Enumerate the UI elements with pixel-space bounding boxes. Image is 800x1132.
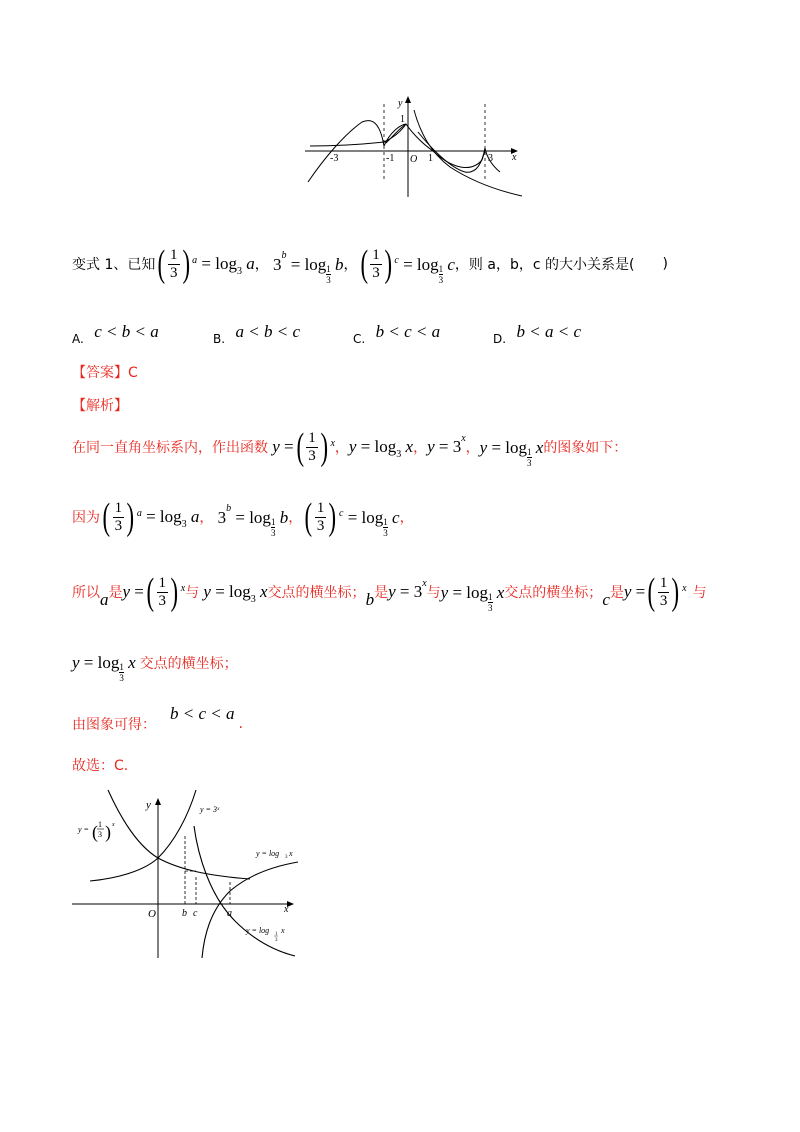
svg-text:x: x xyxy=(289,849,293,858)
fn-3x: $y = 3^x$ xyxy=(427,433,466,456)
option-d[interactable] xyxy=(493,322,582,346)
fn-log3: y = log3 x xyxy=(348,437,414,460)
svg-text:): ) xyxy=(105,822,111,842)
answer-line xyxy=(72,362,138,382)
option-a-label: A. xyxy=(72,332,84,346)
paren-r-2: ) xyxy=(126,496,135,538)
sep-2: ， xyxy=(343,257,358,273)
exp-c-2: c xyxy=(339,507,344,519)
comma-3: ， xyxy=(465,440,480,456)
eq-2: $3^b = \log$ $\frac{1}{3}$ b xyxy=(268,249,344,285)
line3-b: b xyxy=(365,590,375,609)
x-axis-label: x xyxy=(512,152,517,163)
exponent-a: a xyxy=(192,254,198,266)
question-line xyxy=(72,245,668,283)
fraction-den: 3 xyxy=(170,264,178,281)
paren-l-4: ( xyxy=(146,571,155,613)
paren-r-3: ) xyxy=(328,496,337,538)
eq-1: = log3 a xyxy=(197,254,255,277)
origin-label-2: O xyxy=(148,908,156,920)
analysis-line-2 xyxy=(72,498,414,536)
paren-l-2: ( xyxy=(102,496,111,538)
line1-prefix: 在同一直角坐标系内，作出函数 xyxy=(72,440,268,456)
svg-text:1: 1 xyxy=(98,820,102,829)
right-paren-icon: ) xyxy=(182,243,190,285)
frac-third-4: $\frac{1}{3}$ xyxy=(158,574,167,609)
question-suffix: ，则 a，b，c 的大小关系是( xyxy=(454,257,635,273)
comma-2: ， xyxy=(413,440,428,456)
l3-log13: y = log $\frac{1}{3}$ x xyxy=(440,582,505,613)
frac-third-2: $\frac{1}{3}$ xyxy=(114,499,123,534)
fraction-one-third-2: $\frac{1}{3}$ xyxy=(372,246,380,281)
line5-dot: . xyxy=(238,716,243,732)
analysis-label: 【解析】 xyxy=(72,398,128,414)
line2-prefix: 因为 xyxy=(72,510,100,526)
tick-x-1: 1 xyxy=(428,153,433,164)
frac-third-5: $\frac{1}{3}$ xyxy=(659,574,668,609)
line1-suffix: 的图象如下： xyxy=(543,440,628,456)
analysis-line-1 xyxy=(72,428,627,466)
curve-log13 xyxy=(194,826,295,956)
line3-c: c xyxy=(602,590,610,609)
l4-log13: y = log $\frac{1}{3}$ x xyxy=(72,653,136,683)
l3-3x: $y = 3^x$ xyxy=(388,578,427,601)
line3-with-2: 与 xyxy=(426,585,441,601)
option-d-expr: b < a < c xyxy=(516,322,582,341)
label-log3 xyxy=(255,849,293,860)
svg-text:3: 3 xyxy=(285,855,288,860)
b-label: b xyxy=(182,908,187,919)
line3-prefix: 所以 xyxy=(72,585,100,601)
question-prefix: 变式 1、已知 xyxy=(72,257,156,273)
right-paren-icon-2: ) xyxy=(384,243,392,285)
line3-cross-2: 交点的横坐标； xyxy=(504,585,603,601)
comma: ， xyxy=(334,440,349,456)
fn-log13: y = log $\frac{1}{3}$ x xyxy=(479,437,544,468)
line4-suffix: 交点的横坐标； xyxy=(139,655,238,672)
label-3x: y = 3ˣ xyxy=(200,805,220,814)
curve-mid-branch xyxy=(386,124,406,143)
svg-text:3: 3 xyxy=(98,830,102,839)
tick-neg3: -3 xyxy=(330,153,339,164)
svg-text:x: x xyxy=(112,822,115,828)
y-label-2: y xyxy=(146,799,151,811)
x-label-2: x xyxy=(284,904,289,915)
analysis-line-5 xyxy=(72,704,243,733)
analysis-line-4 xyxy=(72,652,238,683)
left-paren-icon-2: ( xyxy=(360,243,368,285)
option-a-expr: c < b < a xyxy=(94,322,159,341)
line3-is-2: 是 xyxy=(374,585,389,601)
exp-x: x xyxy=(330,437,335,449)
frac-third-3: $\frac{1}{3}$ xyxy=(316,499,325,534)
answer-value: C xyxy=(128,365,138,381)
a-label: a xyxy=(227,908,232,919)
exp-x-2: x xyxy=(180,582,186,594)
c-label: c xyxy=(193,908,198,919)
paren-r-4: ) xyxy=(170,571,179,613)
tick-y-1: 1 xyxy=(400,114,405,125)
line3-is-1: 是 xyxy=(108,585,123,601)
exp-x-3: x xyxy=(682,582,687,594)
comma-5: ， xyxy=(288,510,303,526)
paren-r-5: ) xyxy=(671,571,680,613)
label-log13 xyxy=(245,926,285,943)
svg-text:(: ( xyxy=(92,822,98,842)
eq-log3a: = log3 a xyxy=(141,507,200,530)
analysis-line-3 xyxy=(72,573,707,611)
option-b-label: B. xyxy=(213,332,226,346)
exponent-c: c xyxy=(394,254,399,266)
line3-is-3: 是 xyxy=(609,585,624,601)
eq-log13c: = log $\frac{1}{3}$ c xyxy=(343,507,400,538)
sep-1: ， xyxy=(254,257,269,273)
curve-flat-left xyxy=(310,124,406,146)
label-one-third-x xyxy=(77,820,115,843)
paren-l-5: ( xyxy=(647,571,656,613)
line3-with-3: 与 xyxy=(692,585,707,601)
svg-text:1: 1 xyxy=(275,932,278,937)
option-d-label: D. xyxy=(493,332,507,346)
l3-y: y = xyxy=(122,582,144,601)
curve-one-third-x xyxy=(108,790,250,879)
y-axis-arrow-2 xyxy=(155,798,161,805)
y-axis-label: y xyxy=(398,98,403,109)
line3-cross-1: 交点的横坐标； xyxy=(267,585,366,601)
fraction-num: 1 xyxy=(170,246,178,263)
label-log13-text: y = log xyxy=(246,926,270,935)
paren-l-3: ( xyxy=(304,496,313,538)
exp-a-2: a xyxy=(136,507,142,519)
top-graph xyxy=(300,92,530,202)
question-close-paren: ) xyxy=(662,256,668,272)
line5-expr: b < c < a xyxy=(170,704,235,723)
option-c-label: C. xyxy=(353,332,366,346)
svg-text:3: 3 xyxy=(275,938,278,943)
tick-neg1: -1 xyxy=(386,153,395,164)
eq-3: = log $\frac{1}{3}$ c xyxy=(398,254,455,285)
option-c[interactable] xyxy=(353,322,441,346)
line3-a: a xyxy=(100,590,109,609)
bottom-graph xyxy=(70,786,300,961)
paren-l: ( xyxy=(296,426,304,468)
left-paren-icon: ( xyxy=(157,243,166,285)
paren-r: ) xyxy=(320,426,328,468)
tick-3: 3 xyxy=(488,153,493,164)
option-a[interactable] xyxy=(72,322,159,346)
line5-prefix: 由图象可得： xyxy=(72,717,156,733)
origin-label: O xyxy=(410,154,418,165)
y-axis-arrow xyxy=(405,96,411,103)
comma-4: ， xyxy=(199,510,214,526)
line3-with-1: 与 xyxy=(185,585,200,601)
fraction-one-third xyxy=(168,247,180,282)
l3-log3: y = log3 x xyxy=(203,582,268,605)
analysis-line-6: 故选：C. xyxy=(72,758,129,774)
option-c-expr: b < c < a xyxy=(375,322,441,341)
comma-6: ， xyxy=(399,510,414,526)
answer-label: 【答案】 xyxy=(72,365,128,381)
l3-y2: y = xyxy=(623,582,646,601)
option-b-expr: a < b < c xyxy=(235,322,300,341)
label-log3-text: y = log xyxy=(256,849,280,858)
fn-y-eq: y = xyxy=(272,437,294,456)
svg-text:y =: y = xyxy=(78,825,89,834)
frac-third: $\frac{1}{3}$ xyxy=(308,429,316,464)
option-b[interactable] xyxy=(213,322,300,346)
svg-text:x: x xyxy=(281,926,285,935)
eq-3b: $3^b = \log$ $\frac{1}{3}$ b xyxy=(213,502,289,538)
